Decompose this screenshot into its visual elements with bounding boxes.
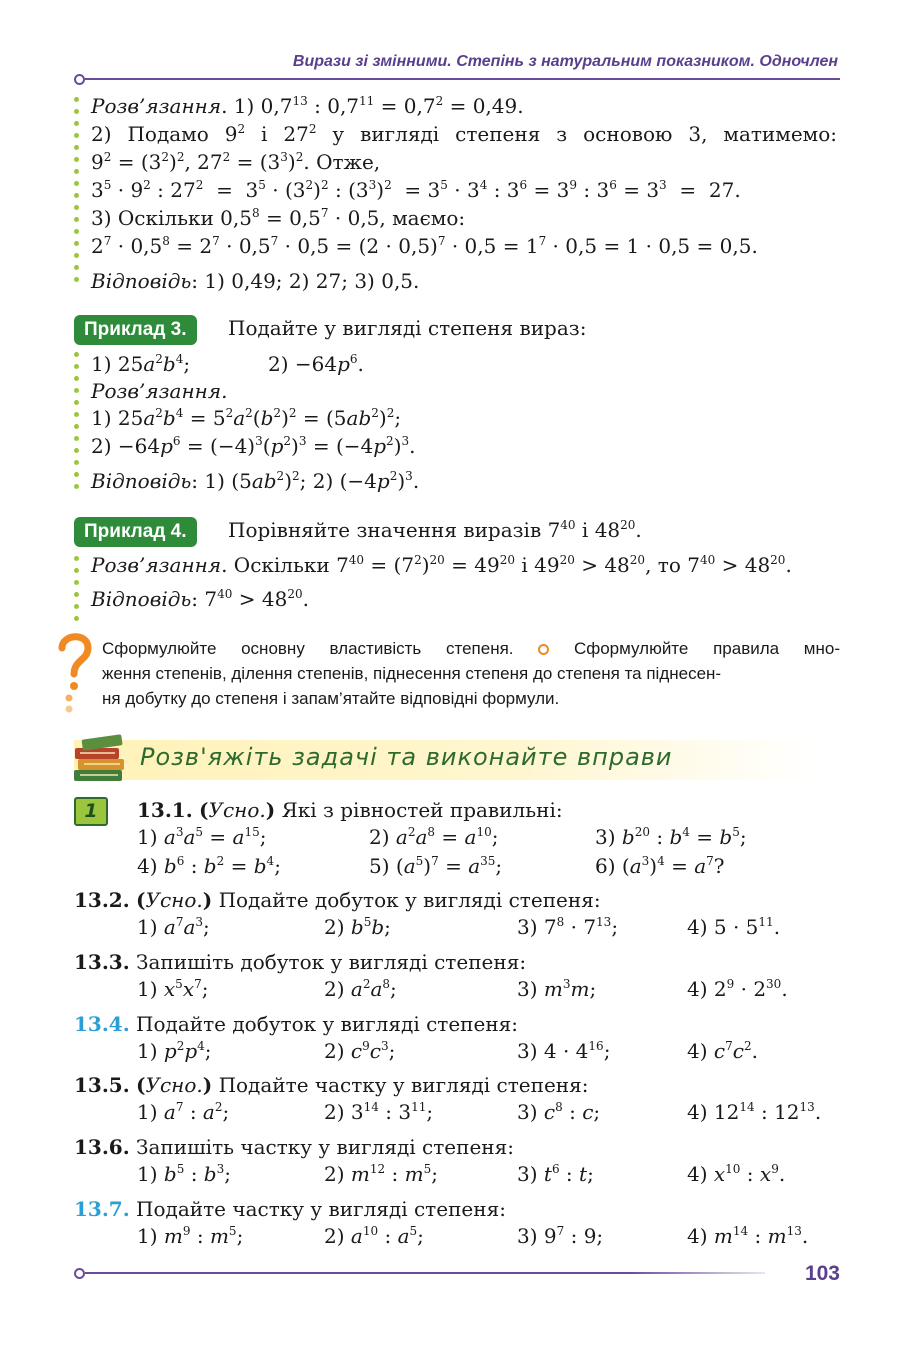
example-3-solution-1: 1) $25a^2b^4 = 5^2a^2(b^2)^2 = (5ab^2)^2$; — [91, 406, 402, 430]
example-4-solution: Розв’язання. Оскільки $7^{40} = (7^2)^{20} = 49^{20}$ і $49^{20} > 48^{20}$, то $7^{40} > 48^{20}$. — [91, 553, 792, 577]
exercise-13-3-title: 13.3. Запишіть добуток у вигляді степеня: — [74, 950, 527, 974]
exercise-13-4-title: 13.4. Подайте добуток у вигляді степеня: — [74, 1012, 519, 1036]
questions-line-3: ня добутку до степеня і запам’ятайте відповідні формули. — [102, 689, 560, 708]
example-4-answer: Відповідь: $7^{40} > 48^{20}$. — [91, 587, 309, 611]
questions-line-2: ження степенів, ділення степенів, піднесення степеня до степеня та піднесен- — [102, 664, 722, 683]
solution-line-2: 2) Подамо $9^2$ і $27^2$ у вигляді степеня з основою 3, матимемо: — [91, 122, 837, 146]
example-3-dots — [74, 352, 79, 496]
exercise-13-4-items: 1) $p^2p^4$; 2) $c^9c^3$; 3) $4 \cdot 4^{16}$; 4) $c^7c^2$. — [137, 1039, 758, 1063]
example-3-task-2: $2) -64p^6$. — [268, 352, 364, 376]
header-rule-ring — [74, 74, 85, 85]
exercise-13-7-title: 13.7. Подайте частку у вигляді степеня: — [74, 1197, 506, 1221]
exercise-13-3-items: 1) $x^5x^7$; 2) $a^2a^8$; 3) $m^3m$; 4) $2^9 \cdot 2^{30}$. — [137, 977, 788, 1001]
exercise-13-1-title: 13.1. (Усно.) Які з рівностей правильні: — [137, 798, 563, 822]
example-3-answer: Відповідь: 1) $(5ab^2)^2$; 2) $(-4p^2)^3$. — [91, 469, 420, 493]
solution-line-6: $2^7 \cdot 0,5^8 = 2^7 \cdot 0,5^7 \cdot 0,5 = (2 \cdot 0,5)^7 \cdot 0,5 = 1^7 \cdot 0,5 = 1 \cdot 0,5 = 0,5$. — [91, 234, 758, 258]
exercise-13-5-title: 13.5. (Усно.) Подайте частку у вигляді степеня: — [74, 1073, 589, 1097]
solution-line-1: Розв’язання. 1) $0,7^{13}$ : $0,7^{11} = 0,7^2 = 0,49$. — [91, 94, 524, 118]
solution-line-5: 3) Оскільки $0,5^8 = 0,5^7 \cdot 0,5$, маємо: — [91, 206, 466, 230]
header-rule — [85, 78, 840, 80]
exercise-13-6-title: 13.6. Запишіть частку у вигляді степеня: — [74, 1135, 514, 1159]
exercises-banner-title: Розв'яжіть задачі та виконайте вправи — [140, 743, 673, 771]
example-3-solution-label: Розв’язання. — [91, 379, 228, 403]
example-4-prompt: Порівняйте значення виразів $7^{40}$ і $48^{20}$. — [228, 518, 642, 542]
solution-line-4: $3^5 \cdot 9^2$ : $27^2 = 3^5 \cdot (3^2)^2$ : $(3^3)^2 = 3^5 \cdot 3^4$ : $3^6 = 3^9$ : $3^6 = 3^3 = 27$. — [91, 178, 741, 202]
example-3-tasks: 1) $25a^2b^4$; — [91, 352, 191, 376]
footer-rule — [85, 1272, 765, 1274]
exercise-13-7-items: 1) $m^9$ : $m^5$; 2) $a^{10}$ : $a^5$; 3) $9^7$ : 9; 4) $m^{14}$ : $m^{13}$. — [137, 1224, 809, 1248]
example-4-dots — [74, 556, 79, 628]
example-4-badge: Приклад 4. — [74, 517, 197, 547]
page-number: 103 — [804, 1262, 840, 1285]
solution-answer: Відповідь: 1) 0,49; 2) 27; 3) 0,5. — [91, 269, 420, 293]
question-mark-icon — [54, 630, 94, 716]
books-icon — [72, 734, 128, 784]
footer-rule-ring — [74, 1268, 85, 1279]
running-header: Вирази зі змінними. Степінь з натуральним показником. Одночлен — [292, 53, 838, 70]
exercise-13-2-title: 13.2. (Усно.) Подайте добуток у вигляді степеня: — [74, 888, 601, 912]
level-badge: 1 — [74, 797, 108, 826]
separator-ring-icon — [538, 644, 549, 655]
exercise-13-5-items: 1) $a^7$ : $a^2$; 2) $3^{14}$ : $3^{11}$; 3) $c^8$ : c; 4) $12^{14}$ : $12^{13}$. — [137, 1100, 822, 1124]
example-3-solution-2: $2) -64p^6 = (-4)^3(p^2)^3 = (-4p^2)^3$. — [91, 434, 416, 458]
exercise-13-2-items: 1) $a^7a^3$; 2) $b^5b$; 3) $7^8 \cdot 7^{13}$; 4) $5 \cdot 5^{11}$. — [137, 915, 781, 939]
questions-line-1: Сформулюйте основну властивість степеня. Сформулюйте правила мно- — [102, 639, 840, 658]
exercise-13-1-items: 1) $a^3a^5 = a^{15}$; 2) $a^2a^8 = a^{10}$; 3) $b^{20}$ : $b^4 = b^5$; 4) $b^6$ : $b^2 = b^4$; 5) $(a^5)^7 = a^{35}$; 6) $(a^3)^4 = a^7$? — [137, 825, 747, 878]
example-3-prompt: Подайте у вигляді степеня вираз: — [228, 316, 587, 340]
exercise-13-6-items: 1) $b^5$ : $b^3$; 2) $m^{12}$ : $m^5$; 3) $t^6$ : t; 4) $x^{10}$ : $x^9$. — [137, 1162, 786, 1186]
solution-line-3: $9^2 = (3^2)^2$, $27^2 = (3^3)^2$. Отже, — [91, 150, 381, 174]
solution-dots — [74, 97, 79, 289]
example-3-badge: Приклад 3. — [74, 315, 197, 345]
